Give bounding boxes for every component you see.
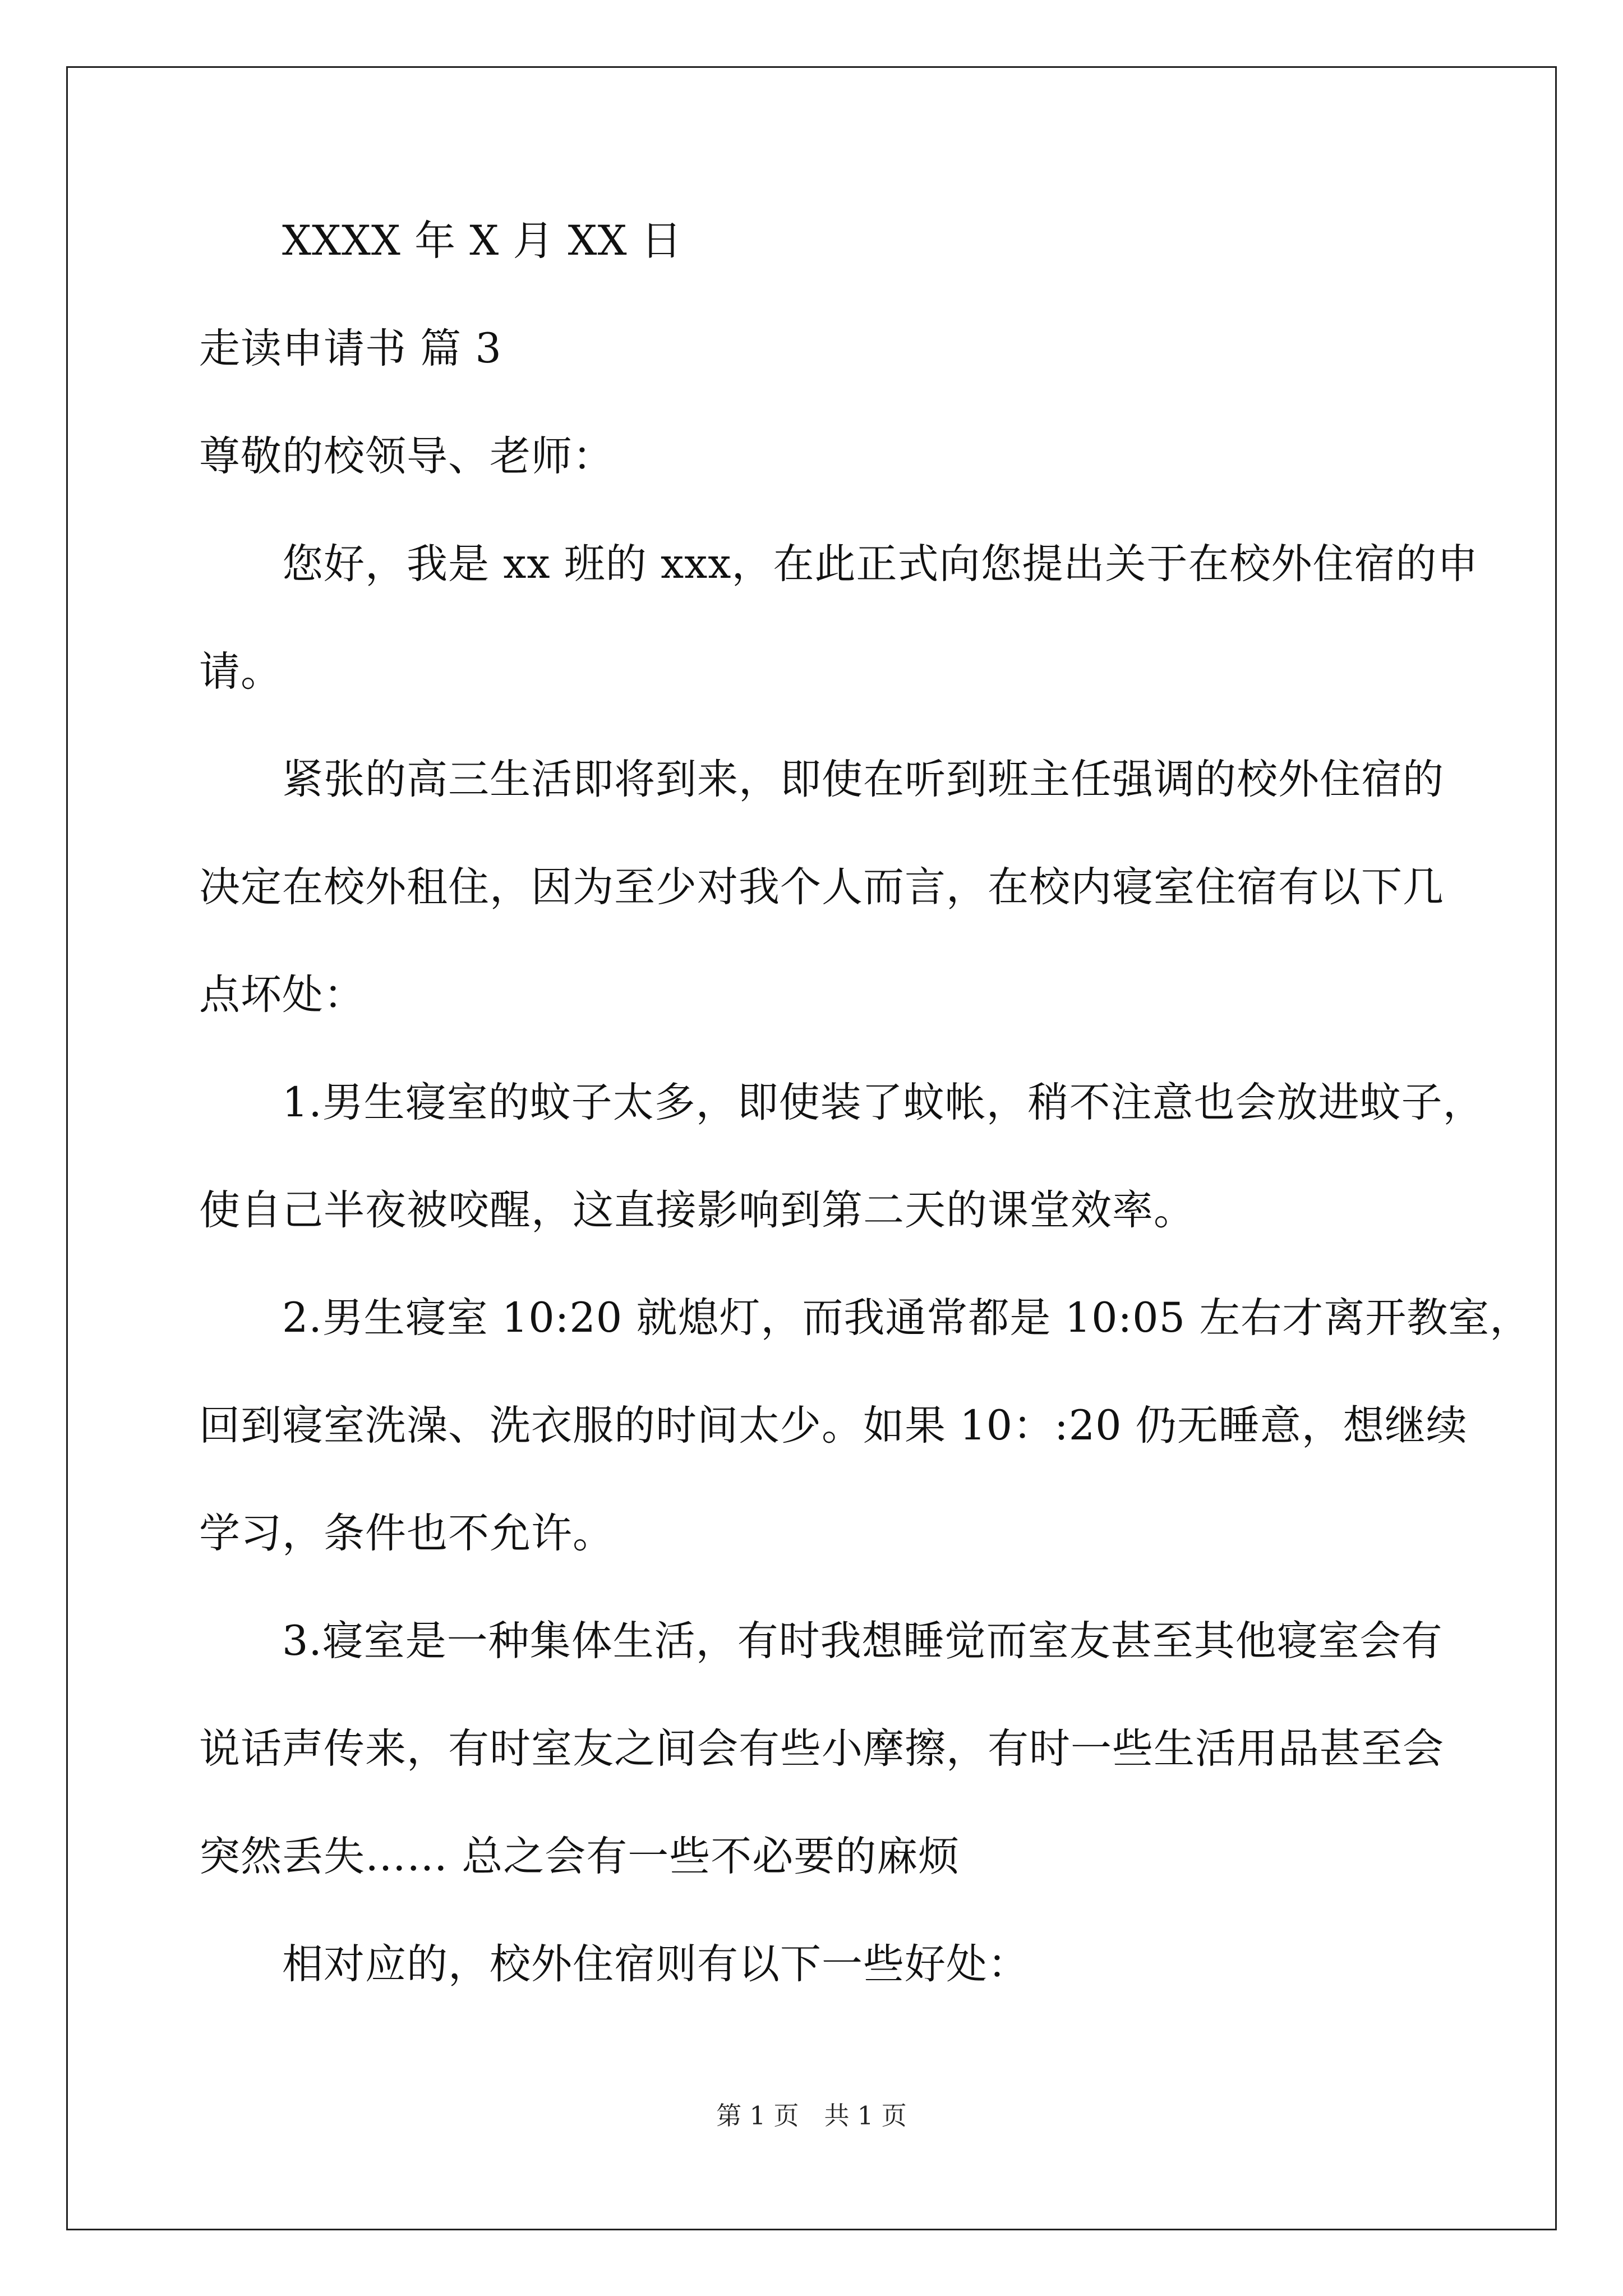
paragraph-line: 点坏处： — [199, 971, 365, 1019]
paragraph-line: 说话声传来，有时室友之间会有些小摩擦，有时一些生活用品甚至会 — [199, 1725, 1444, 1773]
salutation: 尊敬的校领导、老师： — [199, 432, 614, 480]
paragraph-line: 相对应的，校外住宿则有以下一些好处： — [282, 1940, 1029, 1988]
paragraph-line: 使自己半夜被咬醒，这直接影响到第二天的课堂效率。 — [199, 1186, 1195, 1234]
paragraph-line: 紧张的高三生活即将到来，即使在听到班主任强调的校外住宿的 — [282, 756, 1444, 803]
paragraph-line: 回到寝室洗澡、洗衣服的时间太少。如果 10：:20 仍无睡意，想继续 — [199, 1402, 1468, 1450]
paragraph-line: 决定在校外租住，因为至少对我个人而言，在校内寝室住宿有以下几 — [199, 863, 1444, 911]
paragraph-line: 1.男生寝室的蚊子太多，即使装了蚊帐，稍不注意也会放进蚊子， — [282, 1079, 1484, 1126]
page-border — [66, 66, 1557, 2230]
paragraph-line: 3.寝室是一种集体生活，有时我想睡觉而室友甚至其他寝室会有 — [282, 1617, 1443, 1665]
paragraph-line: 您好，我是 xx 班的 xxx，在此正式向您提出关于在校外住宿的申 — [282, 540, 1479, 588]
paragraph-line: 请。 — [199, 648, 282, 696]
paragraph-line: 2.男生寝室 10:20 就熄灯，而我通常都是 10:05 左右才离开教室， — [282, 1294, 1532, 1342]
paragraph-line: 学习，条件也不允许。 — [199, 1510, 614, 1557]
paragraph-line: 突然丢失…… 总之会有一些不必要的麻烦 — [199, 1833, 960, 1880]
page-footer: 第 1 页 共 1 页 — [716, 2101, 907, 2131]
date-line: XXXX 年 X 月 XX 日 — [282, 217, 683, 265]
section-title: 走读申请书 篇 3 — [199, 325, 502, 372]
